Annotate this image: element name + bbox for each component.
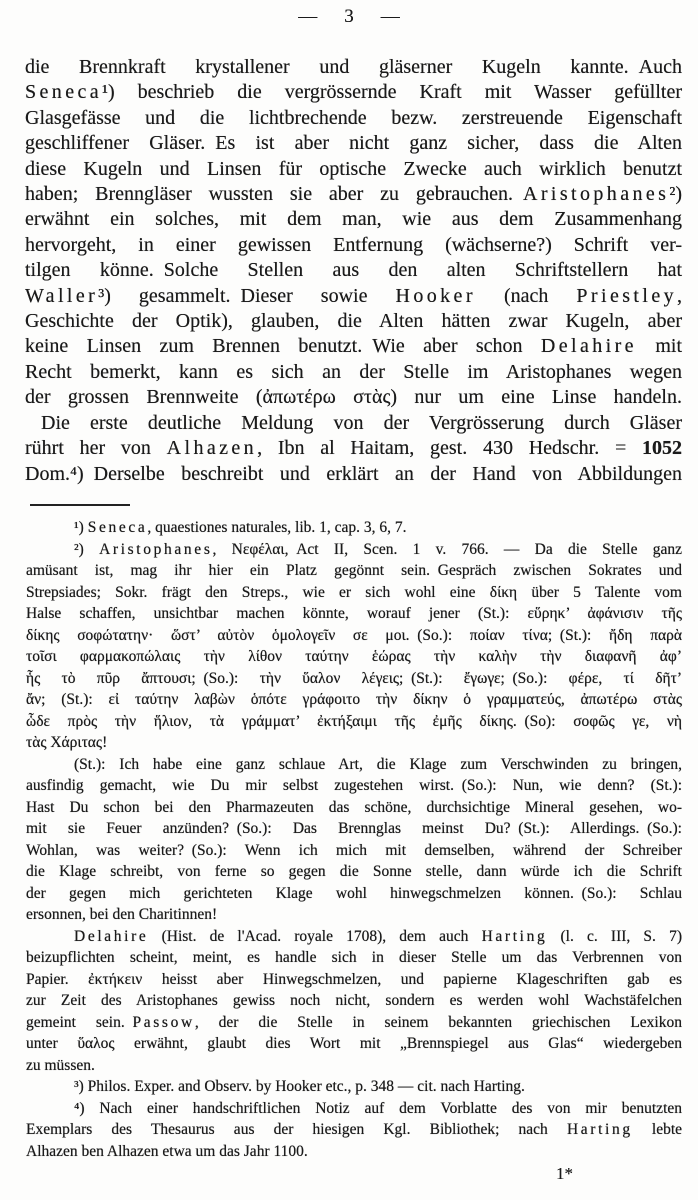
text-line: haben; Brenngläser wussten sie aber zu gebrauchen. Aristophanes²) xyxy=(25,183,682,206)
main-text xyxy=(25,55,682,487)
footnote-divider xyxy=(30,504,130,506)
text-line: (St.): Ich habe eine ganz schlaue Art, die Klage zum Verschwinden zu bringen, xyxy=(74,755,682,773)
footnote-2-aristophanes-greek xyxy=(26,539,682,754)
text-line: rührt her von Alhazen, Ibn al Haitam, gest. 430 Hedschr. = 1052 xyxy=(25,437,682,460)
text-line: ὧδε πρὸς τὴν ἥλιον, τὰ γράμματ’ ἐκτήξαιμι τῆς ἐμῆς δίκης. (So): σοφῶς γε, νὴ xyxy=(26,712,682,730)
text-line: ³) Philos. Exper. and Observ. by Hooker etc., p. 348 — cit. nach Harting. xyxy=(74,1078,525,1095)
footnote-4-alhazen-notiz xyxy=(26,1098,682,1163)
page-number: 3 xyxy=(344,6,354,27)
text-line: Papier. ἐκτήκειν heisst aber Hinwegschmelzen, und papierne Klageschriften gab es xyxy=(26,970,682,988)
text-line: Glasgefässe und die lichtbrechende bezw. zerstreuende Eigenschaft xyxy=(25,106,682,129)
text-line: gemeint sein. Passow, der die Stelle in seinem bekannten griechischen Lexikon xyxy=(26,1013,682,1031)
text-line: ²) Aristophanes, Νεφέλαι, Act II, Scen. 1 v. 766. — Da die Stelle ganz xyxy=(74,540,682,558)
header-dash-right: — xyxy=(380,6,400,27)
text-line: Dom.⁴) Derselbe beschreibt und erklärt an der Hand von Abbildungen xyxy=(25,462,682,485)
text-line: Recht bemerkt, kann es sich an der Stelle im Aristophanes wegen xyxy=(25,360,682,383)
text-line: τὰς Χάριτας! xyxy=(26,734,108,751)
text-line: beizupflichten scheint, meint, es handle sich in dieser Stelle um das Verbrennen von xyxy=(26,949,682,966)
text-line: hervorgeht, in einer gewissen Entfernung (wächserne?) Schrift ver- xyxy=(25,233,682,256)
text-line: diese Kugeln und Linsen für optische Zwecke auch wirklich benutzt xyxy=(25,157,682,180)
header-dash-left: — xyxy=(298,6,318,27)
text-line: Exemplars des Thesaurus aus der hiesigen Kgl. Bibliothek; nach Harting lebte xyxy=(26,1121,683,1138)
text-line: Strepsiades; Sokr. frägt den Streps., wie er sich wohl eine δίκη über 5 Talente vom xyxy=(26,583,682,601)
text-line: die Brennkraft krystallener und gläserner Kugeln kannte. Auch xyxy=(25,56,682,78)
footnote-2-translation xyxy=(26,754,682,926)
footnote-section xyxy=(26,517,682,1162)
text-line: Halse schaffen, unsichtbar machen könnte, worauf jener (St.): εὕρηκ’ ἀφάνισιν τῆς xyxy=(26,605,682,622)
text-line: Delahire (Hist. de l'Acad. royale 1708), dem auch Harting (l. c. III, S. 7) xyxy=(74,927,682,945)
footnote-2-delahire-comment xyxy=(26,926,682,1077)
page-header xyxy=(0,6,698,28)
text-line: ersonnen, bei den Charitinnen! xyxy=(26,906,218,923)
text-line: zu müssen. xyxy=(26,1056,95,1074)
text-line: unter ὕαλος erwähnt, glaubt dies Wort mit „Brennspiegel aus Glas“ wiedergeben xyxy=(26,1035,682,1052)
text-line: Geschichte der Optik), glauben, die Alten hätten zwar Kugeln, aber xyxy=(25,310,682,333)
text-line: τοῖσι φαρμακοπώλαις τὴν λίθον ταύτην ἑώρας τὴν καλὴν τὴν διαφανῆ ἀφ’ xyxy=(26,648,682,665)
text-line: Alhazen ben Alhazen etwa um das Jahr 1100. xyxy=(26,1142,308,1160)
text-line: der grossen Brennweite (ἀπωτέρω στὰς) nur um eine Linse handeln. xyxy=(25,386,682,409)
text-line: Hast Du schon bei den Pharmazeuten das schöne, durchsichtige Mineral gesehen, wo- xyxy=(26,798,682,816)
footnote-3-hooker xyxy=(26,1076,682,1098)
text-line: ἧς τὸ πῦρ ἄπτουσι; (So.): τὴν ὕαλον λέγεις; (St.): ἔγωγε; (So.): φέρε, τί δῆτ’ xyxy=(26,669,682,687)
text-line: Wohlan, was weiter? (So.): Wenn ich mich mit demselben, während der Schreiber xyxy=(26,841,682,859)
text-line: amüsant ist, mag ihr hier ein Platz gegönnt sein. Gespräch zwischen Sokrates und xyxy=(26,562,682,579)
text-line: Seneca¹) beschrieb die vergrössernde Kraft mit Wasser gefüllter xyxy=(25,81,682,104)
footnote-1-seneca xyxy=(26,517,682,539)
signature-mark: 1* xyxy=(556,1164,573,1183)
text-line: die Klage schreibt, von ferne so gegen die Sonne stelle, dann würde ich die Schrift xyxy=(26,863,682,880)
text-line: Die erste deutliche Meldung von der Vergrösserung durch Gläser xyxy=(41,411,682,434)
text-line: tilgen könne. Solche Stellen aus den alten Schriftstellern hat xyxy=(25,259,682,282)
text-line: ἄν; (St.): εἰ ταύτην λαβὼν ὁπότε γράφοιτο τὴν δίκην ὁ γραμματεύς, ἀπωτέρω στὰς xyxy=(26,691,682,708)
paragraph-alhazen xyxy=(25,411,682,487)
text-line: geschliffener Gläser. Es ist aber nicht ganz sicher, dass die Alten xyxy=(25,132,682,155)
text-line: zur Zeit des Aristophanes gewiss noch nicht, sondern es werden wohl Wachstäfelchen xyxy=(26,992,682,1009)
text-line: erwähnt ein solches, mit dem man, wie aus dem Zusammenhang xyxy=(25,208,682,231)
text-line: keine Linsen zum Brennen benutzt. Wie aber schon Delahire mit xyxy=(25,335,682,358)
text-line: der gegen mich gerichteten Klage wohl hinwegschmelzen können. (So.): Schlau xyxy=(26,884,682,902)
text-line: ausfindig gemacht, wie Du mir selbst zugestehen wirst. (So.): Nun, wie denn? (St.): xyxy=(26,777,682,794)
text-line: δίκης σοφώτατην· ὥστ’ αὐτὸν ὁμολογεῖν σε μοι. (So.): ποίαν τίνα; (St.): ἤδη παρὰ xyxy=(26,626,682,644)
text-line: ¹) Seneca, quaestiones naturales, lib. 1, cap. 3, 6, 7. xyxy=(74,519,407,536)
text-line: Waller³) gesammelt. Dieser sowie Hooker (nach Priestley, xyxy=(25,284,682,307)
text-line: mit sie Feuer anzünden? (So.): Das Brennglas meinst Du? (St.): Allerdings. (So.): xyxy=(26,820,682,837)
text-line: ⁴) Nach einer handschriftlichen Notiz auf dem Vorblatte des von mir benutzten xyxy=(74,1099,682,1117)
paragraph-brennkraft xyxy=(25,55,682,411)
